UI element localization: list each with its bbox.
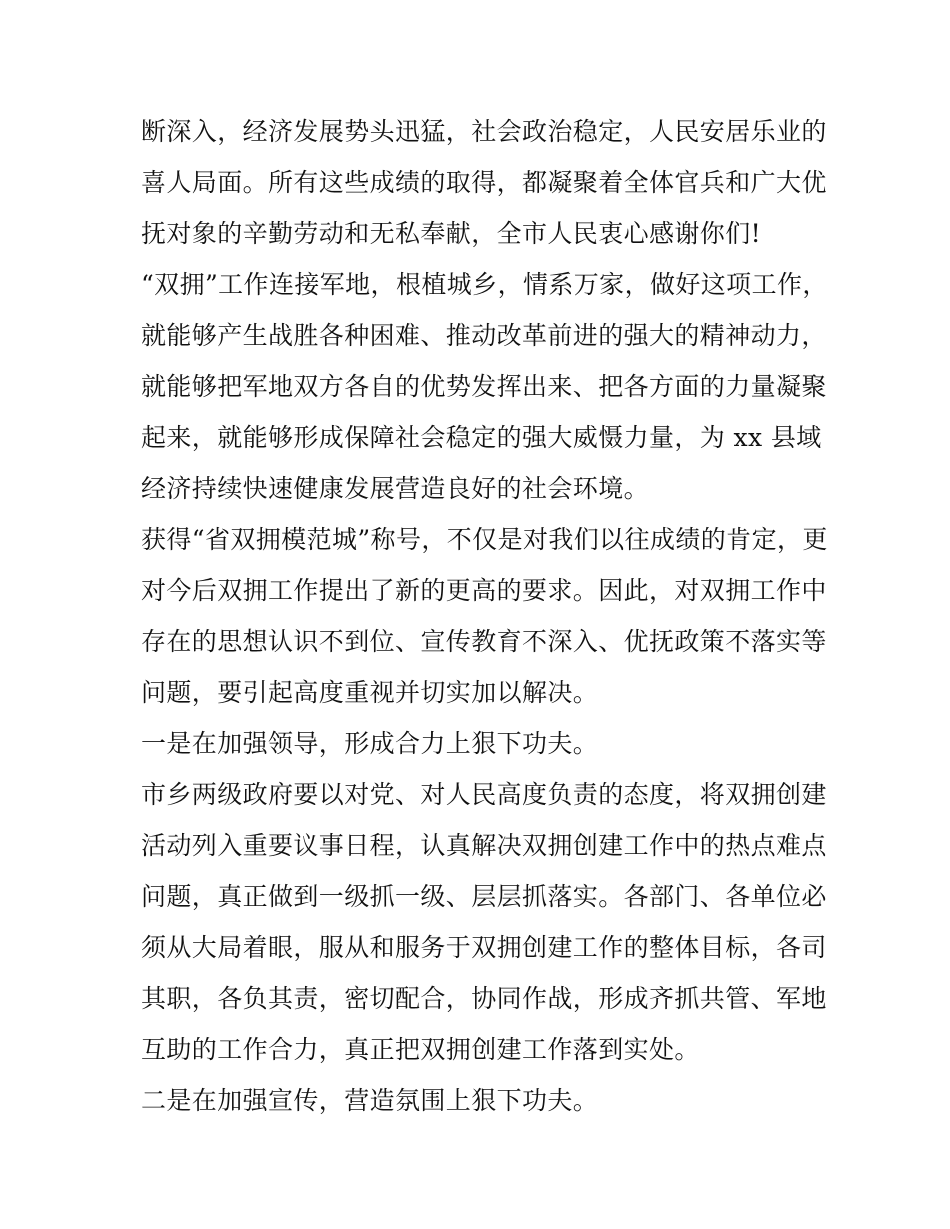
text-line: 喜人局面。所有这些成绩的取得，都凝聚着全体官兵和广大优 xyxy=(141,168,827,197)
text-line: 经济持续快速健康发展营造良好的社会环境。 xyxy=(141,474,650,503)
text-line: 对今后双拥工作提出了新的更高的要求。因此，对双拥工作中 xyxy=(141,576,827,605)
text-line: 互助的工作合力，真正把双拥创建工作落到实处。 xyxy=(141,1035,700,1064)
document-body xyxy=(141,106,828,1126)
text-line: 问题，真正做到一级抓一级、层层抓落实。各部门、各单位必 xyxy=(141,882,827,911)
text-line: 活动列入重要议事日程，认真解决双拥创建工作中的热点难点 xyxy=(141,831,827,860)
section-heading-1: 一是在加强领导，形成合力上狠下功夫。 xyxy=(141,729,599,758)
text-line: 存在的思想认识不到位、宣传教育不深入、优抚政策不落实等 xyxy=(141,627,827,656)
text-line: 就能够把军地双方各自的优势发挥出来、把各方面的力量凝聚 xyxy=(141,372,827,401)
text-line: 抚对象的辛勤劳动和无私奉献，全市人民衷心感谢你们! xyxy=(141,219,762,248)
text-line: 起来，就能够形成保障社会稳定的强大威慑力量，为 xx 县域 xyxy=(141,423,822,452)
text-line: 问题，要引起高度重视并切实加以解决。 xyxy=(141,678,599,707)
section-heading-2: 二是在加强宣传，营造氛围上狠下功夫。 xyxy=(141,1086,599,1115)
text-line: 断深入，经济发展势头迅猛，社会政治稳定，人民安居乐业的 xyxy=(141,117,827,146)
text-line: 须从大局着眼，服从和服务于双拥创建工作的整体目标，各司 xyxy=(141,933,827,962)
text-line: “双拥”工作连接军地，根植城乡，情系万家，做好这项工作， xyxy=(141,270,828,299)
text-line: 获得“省双拥模范城”称号，不仅是对我们以往成绩的肯定，更 xyxy=(141,525,828,554)
text-line: 市乡两级政府要以对党、对人民高度负责的态度，将双拥创建 xyxy=(141,780,827,809)
text-line: 就能够产生战胜各种困难、推动改革前进的强大的精神动力， xyxy=(141,321,827,350)
text-line: 其职，各负其责，密切配合，协同作战，形成齐抓共管、军地 xyxy=(141,984,827,1013)
